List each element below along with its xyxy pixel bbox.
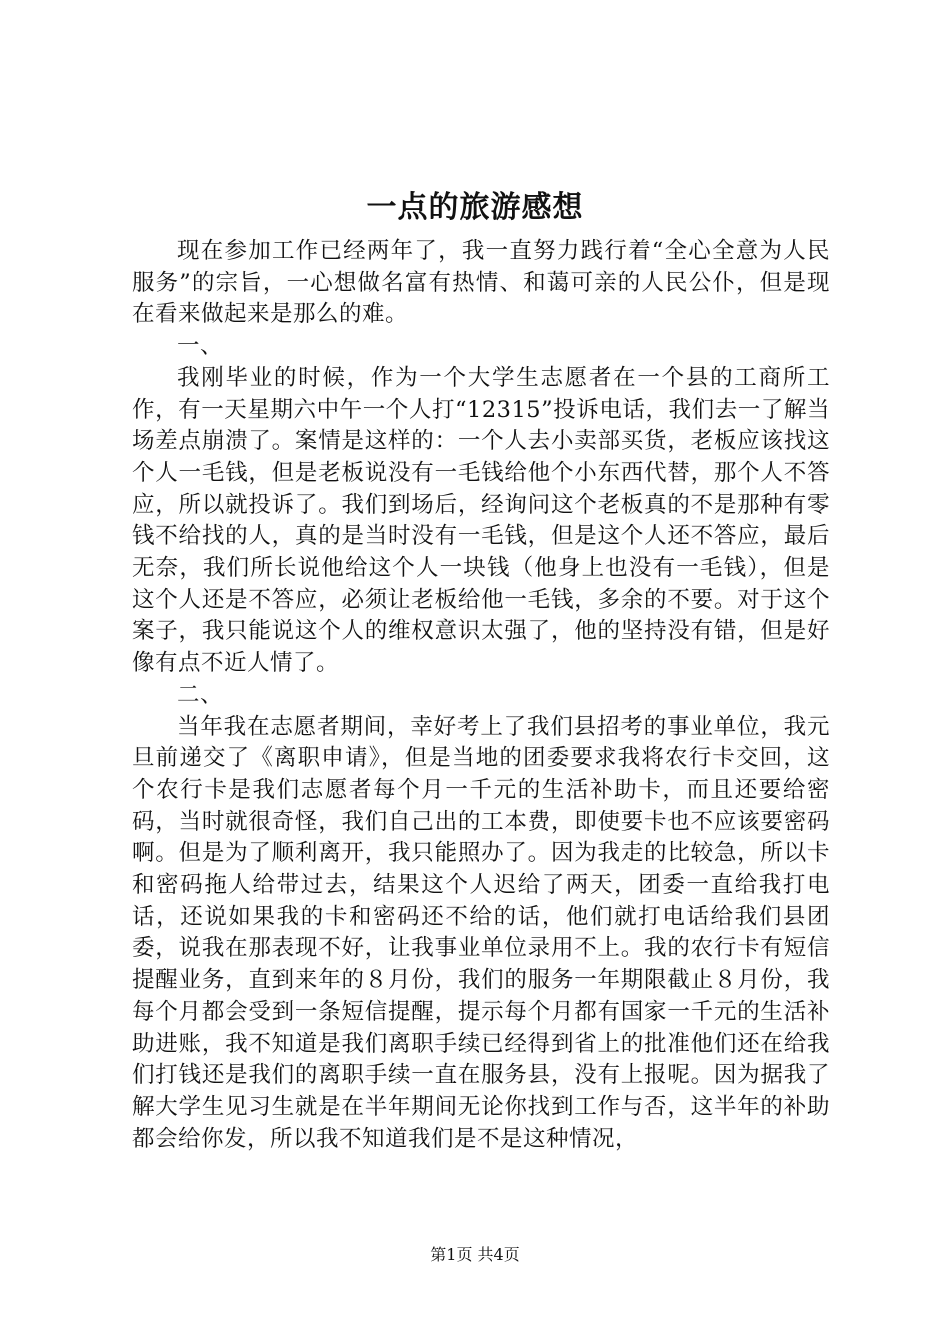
paragraph-section-2: 当年我在志愿者期间，幸好考上了我们县招考的事业单位，我元旦前递交了《离职申请》，但是当地的团委要求我将农行卡交回，这个农行卡是我们志愿者每个月一千元的生活补助卡，而且还要给密码，当时就很奇怪，我们自己出的工本费，即使要卡也不应该要密码啊。但是为了顺利离开，我只能照办了。因为我走的比较急，所以卡和密码拖人给带过去，结果这个人迟给了两天，团委一直给我打电话，还说如果我的卡和密码还不给的话，他们就打电话给我们县团委，说我在那表现不好，让我事业单位录用不上。我的农行卡有短信提醒业务，直到来年的８月份，我们的服务一年期限截止８月份，我每个月都会受到一条短信提醒，提示每个月都有国家一千元的生活补助进账，我不知道是我们离职手续已经得到省上的批准他们还在给我们打钱还是我们的离职手续一直在服务县，没有上报呢。因为据我了解大学生见习生就是在半年期间无论你找到工作与否，这半年的补助都会给你发，所以我不知道我们是不是这种情况， <box>132 713 830 1152</box>
section-heading-2: 二、 <box>177 681 224 708</box>
page-title: 一点的旅游感想 <box>366 190 584 225</box>
document-body <box>132 236 830 1155</box>
paragraph-section-1: 我刚毕业的时候，作为一个大学生志愿者在一个县的工商所工作，有一天星期六中午一个人打“12315”投诉电话，我们去一了解当场差点崩溃了。案情是这样的：一个人去小卖部买货，老板应该找这个人一毛钱，但是老板说没有一毛钱给他个小东西代替，那个人不答应，所以就投诉了。我们到场后，经询问这个老板真的不是那种有零钱不给找的人，真的是当时没有一毛钱，但是这个人还不答应，最后无奈，我们所长说他给这个人一块钱（他身上也没有一毛钱），但是这个人还是不答应，必须让老板给他一毛钱，多余的不要。对于这个案子，我只能说这个人的维权意识太强了，他的坚持没有错，但是好像有点不近人情了。 <box>132 364 830 677</box>
page-footer: 第1页 共4页 <box>430 1245 520 1264</box>
paragraph-intro: 现在参加工作已经两年了，我一直努力践行着“全心全意为人民服务”的宗旨，一心想做名富有热情、和蔼可亲的人民公仆，但是现在看来做起来是那么的难。 <box>132 238 830 328</box>
section-heading-1: 一、 <box>177 333 224 360</box>
